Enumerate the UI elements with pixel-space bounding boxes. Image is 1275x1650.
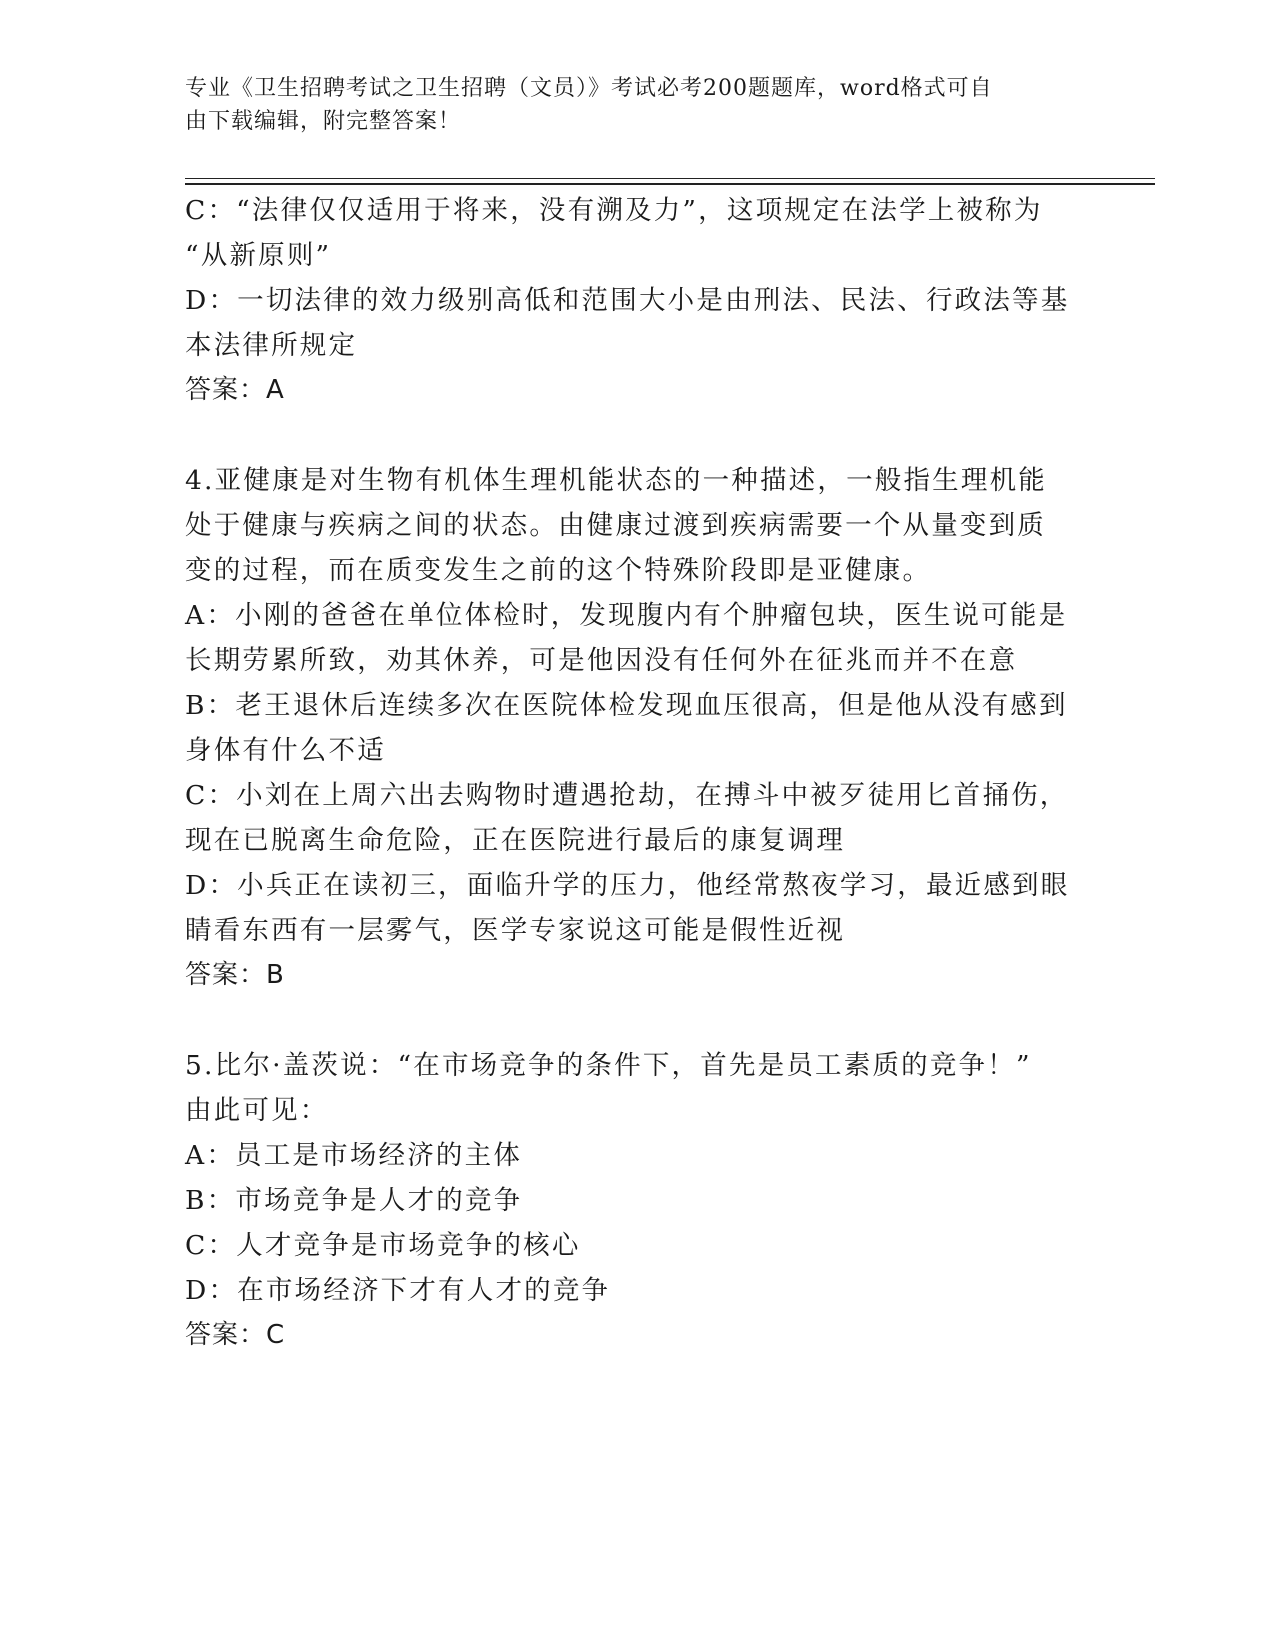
spacer: [185, 413, 1065, 458]
option-b-line: B：老王退休后连续多次在医院体检发现血压很高，但是他从没有感到: [185, 690, 1068, 721]
header-divider-thin: [185, 178, 1155, 179]
option-a-line: A：员工是市场经济的主体: [185, 1140, 523, 1171]
option-d-line: D：小兵正在读初三，面临升学的压力，他经常熬夜学习，最近感到眼: [185, 870, 1070, 901]
option-d-line: 本法律所规定: [185, 330, 358, 361]
option-c-line: C：“法律仅仅适用于将来，没有溯及力”，这项规定在法学上被称为: [185, 195, 1043, 226]
document-body: [185, 188, 1070, 1358]
document-header: [185, 72, 1065, 138]
option-c-line: “从新原则”: [185, 240, 332, 271]
question-4: [185, 458, 1070, 998]
header-line-2: 由下载编辑，附完整答案！: [185, 109, 462, 134]
option-d-line: D：一切法律的效力级别高低和范围大小是由刑法、民法、行政法等基: [185, 285, 1070, 316]
question-stem-line: 变的过程，而在质变发生之前的这个特殊阶段即是亚健康。: [185, 555, 932, 586]
option-a-line: A：小刚的爸爸在单位体检时，发现腹内有个肿瘤包块，医生说可能是: [185, 600, 1068, 631]
option-d-line: D：在市场经济下才有人才的竞争: [185, 1275, 611, 1306]
option-c-line: C：人才竞争是市场竞争的核心: [185, 1230, 581, 1261]
header-line-1: 专业《卫生招聘考试之卫生招聘（文员）》考试必考200题题库，word格式可自: [185, 76, 993, 101]
option-c-line: 现在已脱离生命危险，正在医院进行最后的康复调理: [185, 825, 846, 856]
question-stem-line: 处于健康与疾病之间的状态。由健康过渡到疾病需要一个从量变到质: [185, 510, 1046, 541]
answer-label: 答案：C: [185, 1320, 286, 1350]
option-a-line: 长期劳累所致，劝其休养，可是他因没有任何外在征兆而并不在意: [185, 645, 1018, 676]
option-b-line: B：市场竞争是人才的竞争: [185, 1185, 523, 1216]
question-stem-line: 5.比尔·盖茨说：“在市场竞争的条件下，首先是员工素质的竞争！”: [185, 1050, 1032, 1081]
question-stem-line: 由此可见：: [185, 1095, 329, 1126]
question-stem-line: 4.亚健康是对生物有机体生理机能状态的一种描述，一般指生理机能: [185, 465, 1047, 496]
answer-label: 答案：B: [185, 960, 285, 990]
answer-label: 答案：A: [185, 375, 285, 405]
option-d-line: 睛看东西有一层雾气，医学专家说这可能是假性近视: [185, 915, 846, 946]
option-c-line: C：小刘在上周六出去购物时遭遇抢劫，在搏斗中被歹徒用匕首捅伤，: [185, 780, 1069, 811]
spacer: [185, 998, 1065, 1043]
option-b-line: 身体有什么不适: [185, 735, 386, 766]
question-5: [185, 1043, 1065, 1358]
question-3-tail: [185, 188, 1070, 413]
header-divider-thick: [185, 183, 1155, 185]
